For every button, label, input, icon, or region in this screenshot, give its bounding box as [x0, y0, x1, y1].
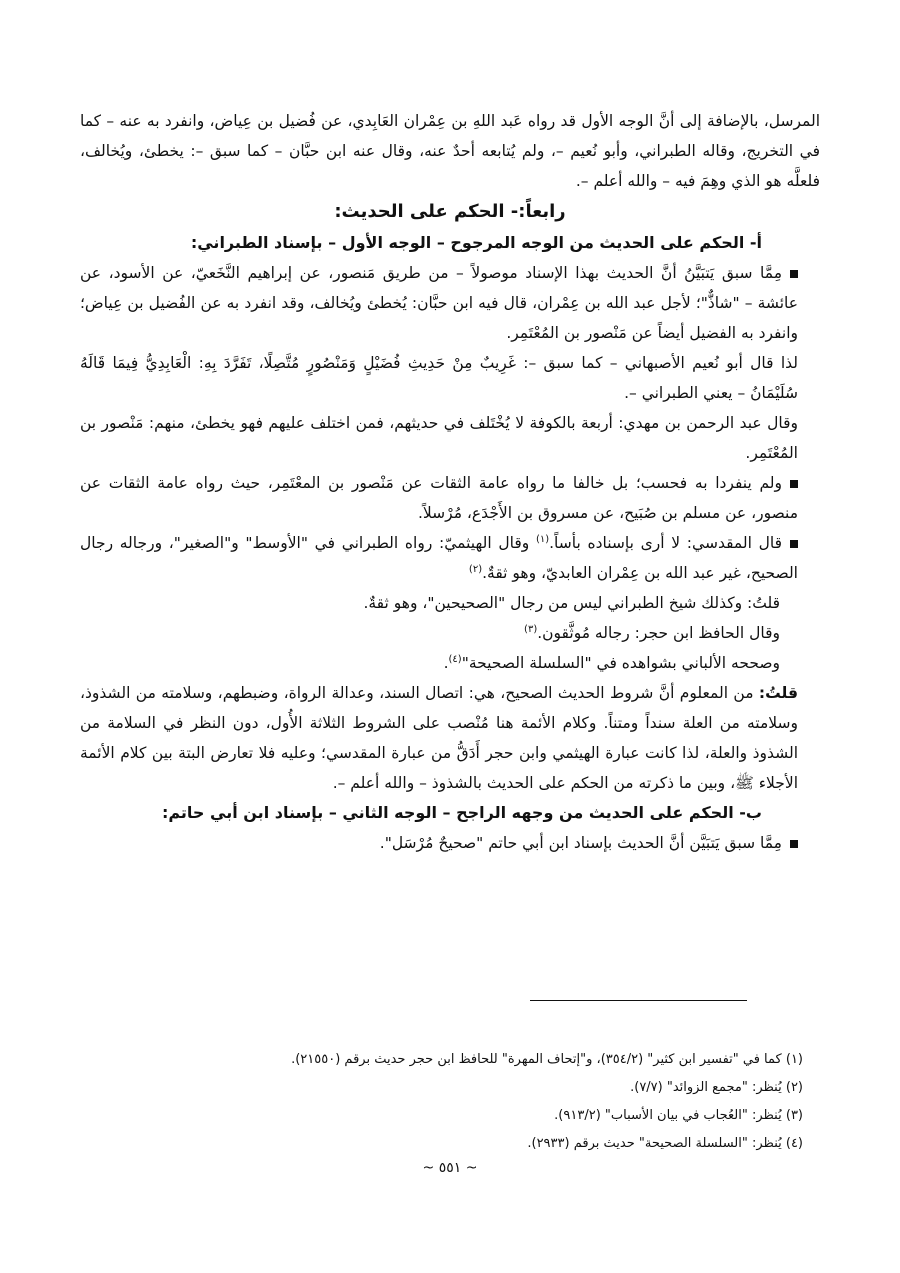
paragraph-contradiction: ولم ينفردا به فحسب؛ بل خالفا ما رواه عامة الثقات عن مَنْصور بن المعْتَمِر، حيث رواه عامة الثقات عن منصور، عن مسلم بن صُبَيح، عن مسروق بن الأَجْدَع، مُرْسلاً. [80, 474, 798, 522]
bullet-icon [790, 270, 798, 278]
footnote-2: (٢) يُنظر: "مجمع الزوائد" (٧/٧). [630, 1080, 803, 1095]
subheading-a: أ- الحكم على الحديث من الوجه المرجوح – الوجه الأول – بإسناد الطبراني: [190, 233, 762, 252]
paragraph-ibn-hajar: وقال الحافظ ابن حجر: رجاله مُوثَّقون.$^{(٣)}$ [524, 623, 780, 642]
bullet-icon [790, 540, 798, 548]
paragraph-tabarani-shaykh: قلتُ: وكذلك شيخ الطبراني ليس من رجال "الصحيحين"، وهو ثقةٌ. [363, 594, 780, 612]
paragraph-intro: المرسل، بالإضافة إلى أنَّ الوجه الأول قد رواه عَبد اللهِ بن عِمْران العَابِدي، عن فُضيل بن عِياض، وانفرد به عنه – كما في التخريج، وقاله الطبراني، وأبو نُعيم –، ولم يُتابعه أحدٌ عنه، وقال عنه ابن حبَّان – كما سبق –: يخطئ، ويُخالف، فلعلَّه هو الذي وهِمَ فيه – والله أعلم –. [80, 112, 820, 190]
paragraph-abu-nuaym: لذا قال أبو نُعيم الأصبهاني – كما سبق –: غَرِيبٌ مِنْ حَدِيثِ فُضَيْلٍ وَمَنْصُورٍ مُتَّصِلًا، تَفَرَّدَ بِهِ: الْعَابِدِيُّ فِيمَا قَالَهُ سُلَيْمَانُ – يعني الطبراني –. [80, 354, 798, 402]
footnote-ref-1[interactable]: (١) [535, 533, 550, 545]
paragraph-ruling-b: مِمَّا سبق يَتبَيَّن أنَّ الحديث بإسناد ابن أبي حاتم "صحيحٌ مُرْسَل". [80, 828, 820, 858]
footnote-ref-2[interactable]: (٢) [468, 563, 483, 575]
paragraph-maqdisi: قال المقدسي: لا أرى بإسناده بأساً.$^{(١)}$ وقال الهيثميّ: رواه الطبراني في "الأوسط" و"الصغير"، ورجاله رجال الصحيح، غير عبد الله بن عِمْران العابديّ، وهو ثقةٌ.$^{(٢)}$ [80, 533, 798, 582]
paragraph-albani: وصححه الألباني بشواهده في "السلسلة الصحيحة"$^{(٤)}$. [443, 653, 780, 672]
bullet-icon [790, 480, 798, 488]
paragraph-conclusion: قلتُ: من المعلوم أنَّ شروط الحديث الصحيح، هي: اتصال السند، وعدالة الرواة، وضبطهم، وسلامته من الشذوذ، وسلامته من العلة سنداً ومتناً. وكلام الأئمة هنا مُنْصب على الشروط الثلاثة الأُول، دون النظر في السلامة من الشذوذ والعلة، لذا كانت عبارة الهيثمي وابن حجر أَدَقُّ من عبارة المقدسي؛ وعليه فلا تعارض البتة بين كلام الأئمة الأجلاء ﷺ، وبين ما ذكرته من الحكم على الحديث بالشذوذ – والله أعلم –. [80, 684, 798, 792]
footnotes [80, 1046, 803, 1158]
footnote-1: (١) كما في "تفسير ابن كثير" (٣٥٤/٢)، و"إتحاف المهرة" للحافظ ابن حجر حديث برقم (٢١٥٥٠). [291, 1052, 803, 1067]
footnote-ref-4[interactable]: (٤) [448, 653, 462, 665]
footnote-ref-3[interactable]: (٣) [524, 623, 538, 635]
subheading-b: ب- الحكم على الحديث من وجهه الراجح – الوجه الثاني – بإسناد ابن أبي حاتم: [161, 803, 762, 822]
paragraph-ibn-mahdi: وقال عبد الرحمن بن مهدي: أربعة بالكوفة لا يُخْتَلف في حديثهم، فمن اختلف عليهم فهو يخطئ، منهم: مَنْصور بن المُعْتَمِر. [80, 414, 798, 462]
bullet-icon [790, 840, 798, 848]
footnote-3: (٣) يُنظر: "العُجاب في بيان الأسباب" (٩١٣/٢). [554, 1108, 803, 1123]
footnote-separator [530, 1000, 747, 1001]
section-heading-ruling: رابعاً:- الحكم على الحديث: [334, 201, 566, 222]
page-body [80, 106, 820, 858]
page-number: ~ ٥٥١ ~ [422, 1160, 478, 1176]
paragraph-ruling-a: مِمَّا سبق يَتبَيَّنُ أنَّ الحديث بهذا الإسناد موصولاً – من طريق مَنصور، عن إبراهيم النَّخَعيّ، عن الأسود، عن عائشة – "شاذٌّ"؛ لأجل عبد الله بن عِمْران، قال فيه ابن حبَّان: يُخطئ ويُخالف، وقد انفرد به عن الفُضيل بن عِياض؛ وانفرد به الفضيل أيضاً عن مَنْصور بن المُعْتَمِر. [80, 264, 798, 342]
footnote-4: (٤) يُنظر: "السلسلة الصحيحة" حديث برقم (٢٩٣٣). [527, 1136, 803, 1151]
